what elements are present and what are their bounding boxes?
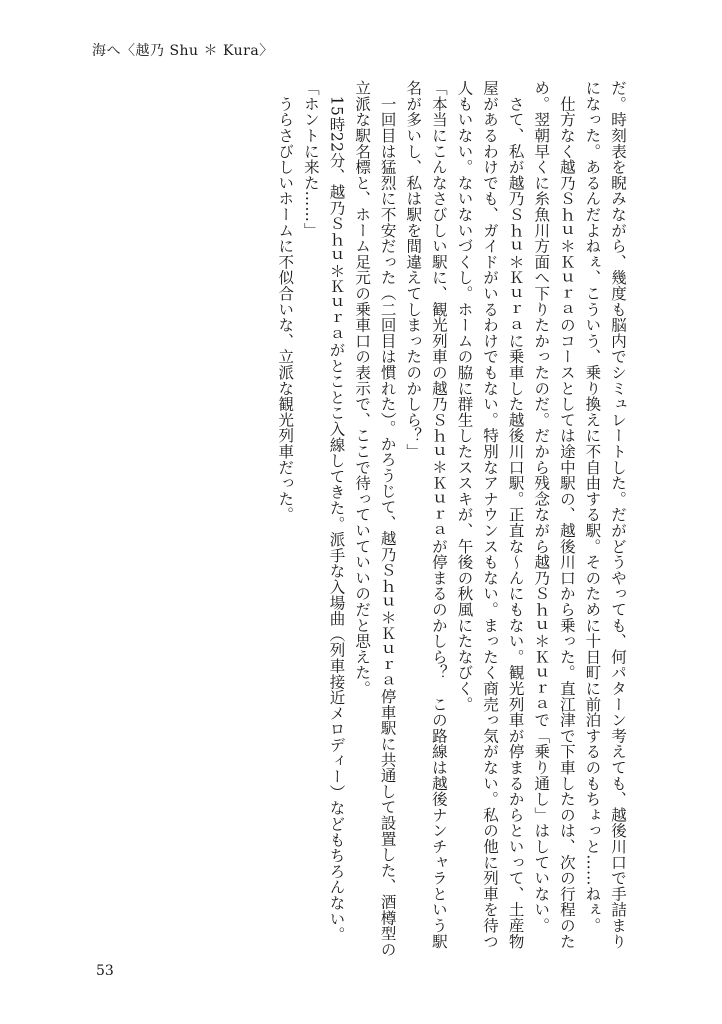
paragraph: だ。時刻表を睨みながら、幾度も脳内でシミュレートした。だがどうやっても、何パターン考えても、越後川口で手詰まりになった。あるんだよねぇ、こういう、乗り換えに不自由する駅。そのために十日町に前泊するのもちょっと……ねぇ。 (583, 80, 627, 949)
paragraph: 一回目は猛烈に不安だった（二回目は慣れた）。かろうじて、越乃Ｓｈｕ＊Ｋｕｒａ停車駅に共通して設置した、酒樽型の立派な駅名標と、ホーム足元の乗車口の表示で、ここで待っていていいのだと思えた。 (353, 80, 397, 958)
paragraph: 「本当にこんなさびしい駅に、観光列車の越乃Ｓｈｕ＊Ｋｕｒａが停まるのかしら？ この路線は越後ナンチャラという駅名が多いし、私は駅を間違えてしまったのかしら？」 (404, 80, 448, 949)
paragraph: 仕方なく越乃Ｓｈｕ＊Ｋｕｒａのコースとしては途中駅の、越後川口から乗った。直江津で下車したのは、次の行程のため。翌朝早くに糸魚川方面へ下りたかったのだ。だから残念ながら越乃Ｓｈｕ＊Ｋｕｒａで「乗り通し」はしていない。 (532, 80, 576, 949)
paragraph: 「ホントに来た……」 (301, 80, 320, 238)
page-number: 53 (96, 963, 114, 979)
paragraph: うらさびしいホームに不似合いな、立派な観光列車だった。 (276, 80, 295, 523)
running-head: 海へ〈越乃 Shu ＊ Kura〉 (92, 43, 274, 59)
paragraph: さて、私が越乃Ｓｈｕ＊Ｋｕｒａに乗車した越後川口駅。正直な～んにもない。観光列車が停まるからといって、土産物屋があるわけでも、ガイドがいるわけでもない。特別なアナウンスもない。まったく商売っ気がない。私の他に列車を待つ人もいない。ないないづくし。ホームの脇に群生したススキが、午後の秋風にたなびく。 (455, 80, 525, 949)
body-text (90, 80, 630, 960)
paragraph: 15時22分、越乃Ｓｈｕ＊Ｋｕｒａがとことこ入線してきた。派手な入場曲（列車接近メロディー）などもちろんない。 (327, 80, 346, 943)
